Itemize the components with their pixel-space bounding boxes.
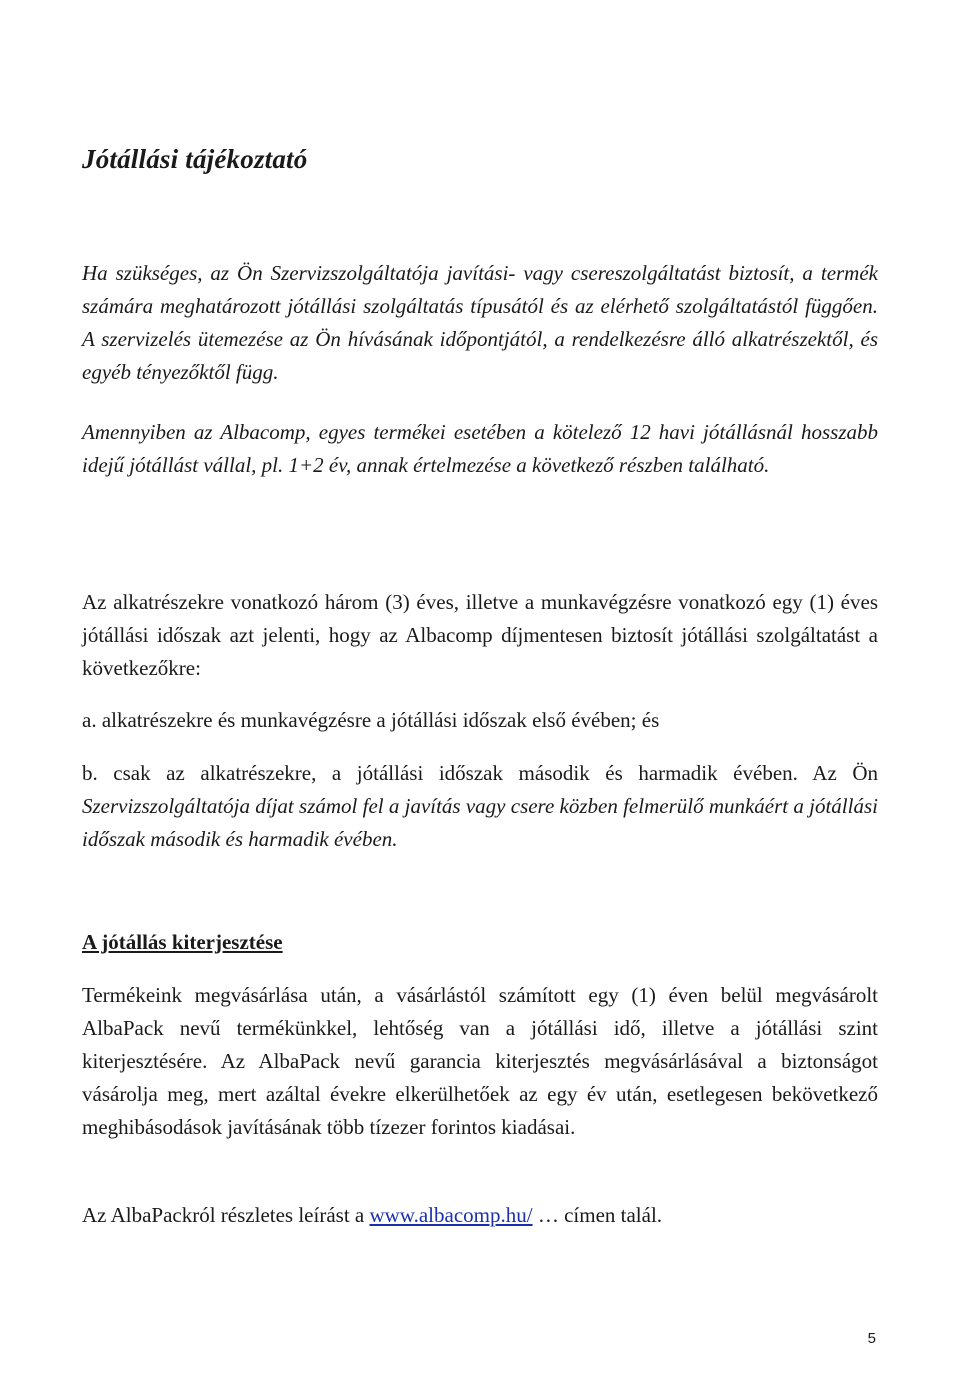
warranty-item-a: a. alkatrészekre és munkavégzésre a jótállási időszak első évében; és <box>82 708 660 732</box>
parts-warranty-paragraph: Az alkatrészekre vonatkozó három (3) éves, illetve a munkavégzésre vonatkozó egy (1) éves jótállási időszak azt jelenti, hogy az Albacomp díjmentesen biztosít jótállási szolgáltatást a következőkre: <box>82 590 878 680</box>
extension-paragraph: Termékeink megvásárlása után, a vásárlástól számított egy (1) éven belül megvásárolt AlbaPack nevű termékünkkel, lehtőség van a jótállási idő, illetve a jótállási szint kiterjesztésére. Az AlbaPack nevű garancia kiterjesztés megvásárlásával a biztonságot vásárolja meg, mert azáltal évekre elkerülhetőek az egy év után, esetlegesen bekövetkező meghibásodások javításának több tízezer forintos kiadásai. <box>82 983 878 1139</box>
page-number: 5 <box>867 1330 876 1347</box>
albapack-info-suffix: … címen talál. <box>532 1203 663 1227</box>
extension-heading: A jótállás kiterjesztése <box>82 930 283 954</box>
intro-paragraph-2: Amennyiben az Albacomp, egyes termékei esetében a kötelező 12 havi jótállásnál hosszabb idejű jótállást vállal, pl. 1+2 év, annak értelmezése a következő részben található. <box>82 420 878 477</box>
albacomp-website-link[interactable]: www.albacomp.hu/ <box>369 1203 533 1227</box>
albapack-info-line <box>82 1199 878 1232</box>
warranty-item-b <box>82 757 878 856</box>
albapack-info-prefix: Az AlbaPackról részletes leírást a <box>82 1203 370 1227</box>
intro-paragraph-1: Ha szükséges, az Ön Szervizszolgáltatója javítási- vagy csereszolgáltatást biztosít, a termék számára meghatározott jótállási szolgáltatás típusától és az elérhető szolgáltatástól függően. A szervizelés ütemezése az Ön hívásának időpontjától, a rendelkezésre álló alkatrészektől, és egyéb tényezőktől függ. <box>82 261 878 384</box>
warranty-item-b-detail: Szervizszolgáltatója díjat számol fel a javítás vagy csere közben felmerülő munkáért a jótállási időszak második és harmadik évében. <box>82 794 878 851</box>
page-title: Jótállási tájékoztató <box>82 144 308 174</box>
warranty-item-b-main: b. csak az alkatrészekre, a jótállási időszak második és harmadik évében. Az Ön <box>82 761 878 785</box>
